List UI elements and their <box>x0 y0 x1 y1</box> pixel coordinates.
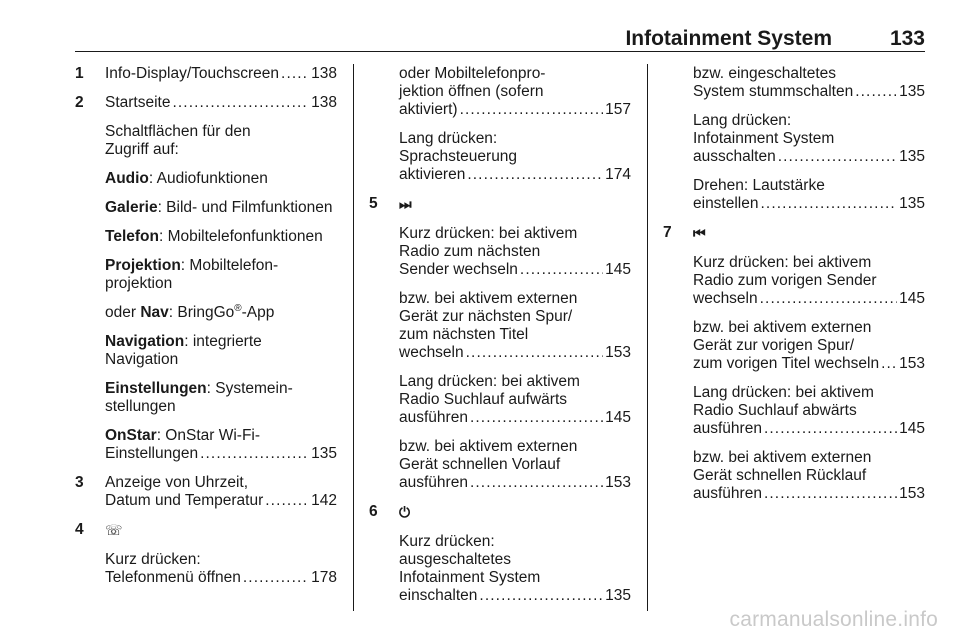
page-reference[interactable]: 145 <box>899 420 925 437</box>
term: Navigation <box>105 333 185 350</box>
term: Telefon <box>105 228 159 245</box>
column-divider-2 <box>647 64 648 611</box>
entry-7 <box>663 224 925 243</box>
page-reference[interactable]: 135 <box>311 445 337 462</box>
page-reference[interactable]: 138 <box>311 65 337 82</box>
entry-4 <box>75 521 337 540</box>
page-reference[interactable]: 135 <box>899 83 925 100</box>
button-audio: Audio: Audiofunktionen <box>105 170 268 187</box>
page-reference[interactable]: 153 <box>605 344 631 361</box>
button-telefon: Telefon: Mobiltelefonfunktionen <box>105 228 323 245</box>
entry-number: 6 <box>369 503 378 520</box>
page-reference[interactable]: 153 <box>899 355 925 372</box>
page-reference[interactable]: 157 <box>605 101 631 118</box>
button-navigation: Navigation: integrierte Navigation <box>105 333 262 368</box>
entry-number: 4 <box>75 521 84 538</box>
page-reference[interactable]: 138 <box>311 94 337 111</box>
page-reference[interactable]: 153 <box>899 485 925 502</box>
entry-number: 5 <box>369 195 378 212</box>
entry-number: 2 <box>75 94 84 111</box>
entry-7-c: Lang drücken: bei aktivem Radio Suchlauf abwärts ausführen . . . 145 <box>663 384 925 438</box>
entry-2 <box>75 94 337 112</box>
entry-4-continued: oder Mobiltelefonpro- jektion öffnen (sofern aktiviert) . . . 157 <box>369 65 631 119</box>
button-projektion: Projektion: Mobiltelefon- projektion <box>105 257 279 292</box>
entry-3: 3 Anzeige von Uhrzeit, Datum und Temperatur . . . 142 <box>75 474 337 510</box>
entry-6-a: Kurz drücken: ausgeschaltetes Infotainment System einschalten . . . 135 <box>369 533 631 605</box>
entry-5 <box>369 195 631 214</box>
term: OnStar <box>105 427 157 444</box>
entry-4-short-press: Kurz drücken: Telefonmenü öffnen . . . 178 <box>75 551 337 587</box>
entry-6-turn: Drehen: Lautstärke einstellen . . . 135 <box>663 177 925 213</box>
entry-text: Info-Display/Touchscreen <box>105 65 280 82</box>
column-divider-1 <box>353 64 354 611</box>
skip-back-icon: ⏮ <box>693 225 706 241</box>
page-reference[interactable]: 145 <box>605 261 631 278</box>
entry-7-a: Kurz drücken: bei aktivem Radio zum vorigen Sender wechseln . . . 145 <box>663 254 925 308</box>
entry-1 <box>75 65 337 83</box>
term: Nav <box>140 304 169 321</box>
page-number: 133 <box>889 27 925 50</box>
entry-6-long-press: Lang drücken: Infotainment System ausschalten . . . 135 <box>663 112 925 166</box>
page-reference[interactable]: 135 <box>899 195 925 212</box>
column-3 <box>663 65 925 514</box>
column-1 <box>75 65 337 598</box>
power-icon: ⏻ <box>399 504 411 520</box>
button-nav: oder Nav: BringGo®-App <box>105 303 275 321</box>
header-rule <box>75 51 925 52</box>
entry-5-d: bzw. bei aktivem externen Gerät schnellen Vorlauf ausführen . . . 153 <box>369 438 631 492</box>
entry-7-d: bzw. bei aktivem externen Gerät schnellen Rücklauf ausführen . . . 153 <box>663 449 925 503</box>
entry-5-c: Lang drücken: bei aktivem Radio Suchlauf aufwärts ausführen . . . 145 <box>369 373 631 427</box>
page-header <box>0 0 960 52</box>
phone-icon: ☏ <box>105 522 123 538</box>
page-reference[interactable]: 145 <box>605 409 631 426</box>
entry-2-intro: Schaltflächen für den Zugriff auf: <box>105 123 251 158</box>
page-reference[interactable]: 153 <box>605 474 631 491</box>
entry-number: 3 <box>75 474 84 491</box>
skip-forward-icon: ⏭ <box>399 196 412 212</box>
entry-number: 1 <box>75 65 84 82</box>
entry-6 <box>369 503 631 522</box>
term: Galerie <box>105 199 158 216</box>
button-onstar: OnStar: OnStar Wi-Fi- Einstellungen . . . 135 <box>75 427 337 463</box>
term: Audio <box>105 170 149 187</box>
entry-4-long-press: Lang drücken: Sprachsteuerung aktivieren . . . 174 <box>369 130 631 184</box>
page-reference[interactable]: 145 <box>899 290 925 307</box>
term: Einstellungen <box>105 380 207 397</box>
entry-7-b: bzw. bei aktivem externen Gerät zur vorigen Spur/ zum vorigen Titel wechseln . . . 153 <box>663 319 925 373</box>
watermark: carmanualsonline.info <box>729 608 938 631</box>
entry-text: Startseite <box>105 94 171 111</box>
section-title: Infotainment System <box>625 27 832 50</box>
entry-5-a: Kurz drücken: bei aktivem Radio zum nächsten Sender wechseln . . . 145 <box>369 225 631 279</box>
button-galerie: Galerie: Bild- und Filmfunktionen <box>105 199 333 216</box>
entry-5-b: bzw. bei aktivem externen Gerät zur nächsten Spur/ zum nächsten Titel wechseln . . . 153 <box>369 290 631 362</box>
page-reference[interactable]: 142 <box>311 492 337 509</box>
page-reference[interactable]: 135 <box>605 587 631 604</box>
page-reference[interactable]: 135 <box>899 148 925 165</box>
page-reference[interactable]: 178 <box>311 569 337 586</box>
entry-6-continued: bzw. eingeschaltetes System stummschalten . . . 135 <box>663 65 925 101</box>
entry-number: 7 <box>663 224 672 241</box>
page-reference[interactable]: 174 <box>605 166 631 183</box>
column-2 <box>369 65 631 616</box>
button-einstellungen: Einstellungen: Systemein- stellungen <box>105 380 293 415</box>
term: Projektion <box>105 257 181 274</box>
